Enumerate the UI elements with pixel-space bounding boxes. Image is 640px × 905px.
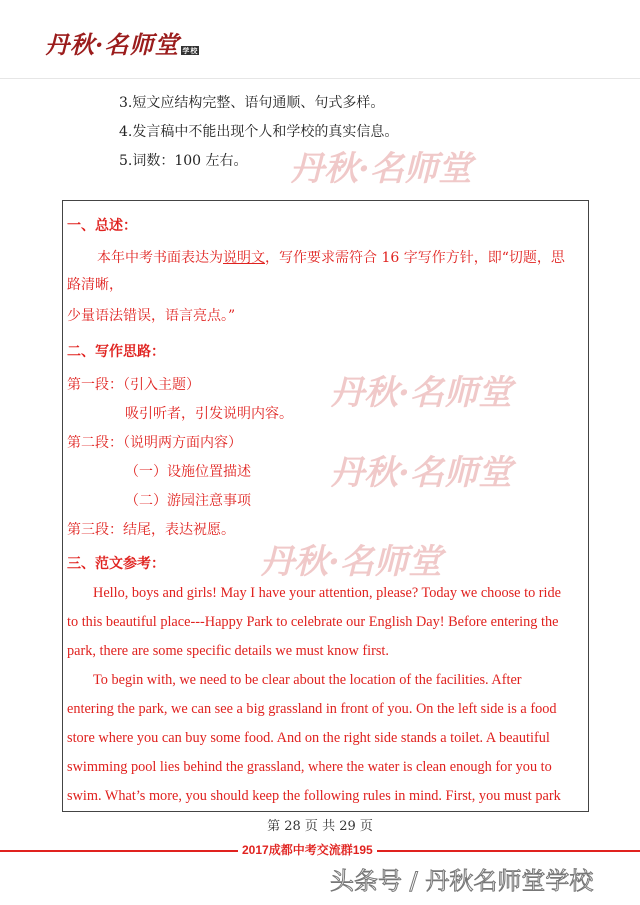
watermark: 丹秋·名师堂 bbox=[330, 373, 512, 413]
essay-line: Hello, boys and girls! May I have your attention, please? Today we choose to ride bbox=[93, 585, 562, 601]
outline-line: 第一段：（引入主题） bbox=[67, 377, 200, 393]
text: 本年中考书面表达为 bbox=[97, 250, 223, 266]
outline-line: 吸引听者，引发说明内容。 bbox=[125, 406, 293, 422]
toutiao-watermark: 头条号 / 丹秋名师堂学校 bbox=[330, 867, 594, 895]
paragraph: 路清晰， bbox=[67, 277, 123, 293]
essay-line: swim. What’s more, you should keep the following rules in mind. First, you must park bbox=[67, 788, 561, 804]
requirement: 4.发言稿中不能出现个人和学校的真实信息。 bbox=[119, 124, 399, 140]
text: ，写作要求需符合 16 字写作方针，即“切题，思 bbox=[265, 250, 565, 266]
essay-line: To begin with, we need to be clear about the location of the facilities. After bbox=[93, 672, 522, 688]
section-title: 一、总述： bbox=[67, 218, 137, 234]
outline-line: 第三段：结尾，表达祝愿。 bbox=[67, 522, 235, 538]
answer-box bbox=[62, 200, 589, 812]
outline-line: （二）游园注意事项 bbox=[125, 493, 251, 509]
section-title: 三、范文参考： bbox=[67, 556, 165, 572]
section-title: 二、写作思路： bbox=[67, 344, 165, 360]
essay-line: park, there are some specific details we must know first. bbox=[67, 643, 389, 659]
page-number: 第 28 页 共 29 页 bbox=[267, 819, 373, 834]
requirement: 3.短文应结构完整、语句通顺、句式多样。 bbox=[119, 95, 385, 111]
watermark: 丹秋·名师堂 bbox=[290, 149, 472, 189]
outline-line: 第二段：（说明两方面内容） bbox=[67, 435, 242, 451]
paragraph: 少量语法错误，语言亮点。” bbox=[67, 308, 236, 324]
logo bbox=[45, 25, 199, 60]
logo-badge: 学校 bbox=[182, 46, 199, 55]
essay-line: store where you can buy some food. And on the right side stands a toilet. A beautiful bbox=[67, 730, 550, 746]
paragraph bbox=[97, 247, 565, 267]
watermark: 丹秋·名师堂 bbox=[330, 453, 512, 493]
essay-line: entering the park, we can see a big grassland in front of you. On the left side is a food bbox=[67, 701, 557, 717]
footer-text: 2017成都中考交流群195 bbox=[238, 843, 377, 858]
logo-text: 丹秋·名师堂 bbox=[45, 30, 180, 59]
requirement: 5.词数：100 左右。 bbox=[119, 153, 248, 169]
underlined-text: 说明文 bbox=[223, 250, 265, 266]
header-divider bbox=[0, 78, 640, 79]
essay-line: to this beautiful place---Happy Park to celebrate our English Day! Before entering the bbox=[67, 614, 559, 630]
watermark: 丹秋·名师堂 bbox=[260, 542, 442, 582]
essay-line: swimming pool lies behind the grassland, where the water is clean enough for you to bbox=[67, 759, 552, 775]
outline-line: （一）设施位置描述 bbox=[125, 464, 251, 480]
